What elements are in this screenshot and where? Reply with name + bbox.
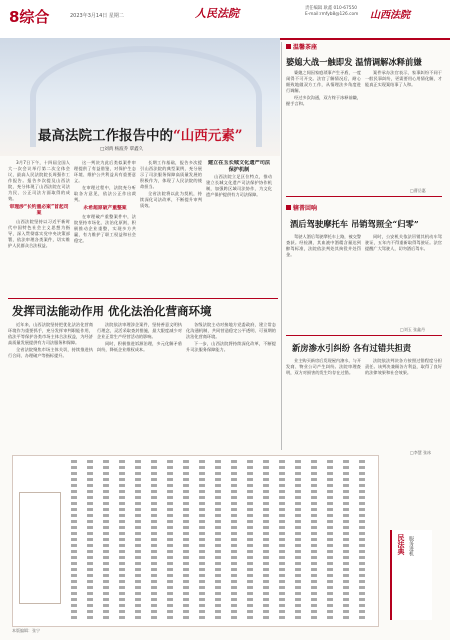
masthead [0,0,450,40]
tag-tea-corner: 温馨茶座 [286,42,317,51]
tag-echo: 辖普回响 [286,203,317,212]
right-col-1b: 案件承办法官表示，家事纠纷不同于一般民事纠纷，更需要用心用情化解，才能真正实现案结事了人和。 [365,70,442,87]
sidebar-label: 民法典 [397,534,405,555]
right-divider-1 [286,196,442,197]
page-number-label: 8综合 [9,8,50,26]
newspaper-logo: 人民法院 [195,7,239,20]
text-column [295,460,301,620]
text-column [215,460,221,620]
lead-title-highlight: “山西元素” [173,128,243,144]
second-column-1: 近年来，山西法院坚持把优化法治化营商环境作为重要抓手，充分发挥审判职能作用，依法平等保护各类市场主体合法权益，为经济高质量发展提供有力司法服务和保障。 全省法院聚焦市场主体关切，持续推进执行合同、办理破产等指标提升。 [8,322,93,358]
right-col-1a: 婆媳之间因家庭琐事产生矛盾，一度闹得不可开交。法官了解情况后，耐心细致地做双方工作，从情理法多角度进行调解。 经过多次沟通，双方终于冰释前嫌，握手言和。 [286,70,361,106]
editor-info [305,6,358,18]
text-column [167,460,173,620]
section-brand: 山西法院 [370,10,410,21]
lead-title [38,124,243,144]
page-footer: 本版编辑：张宁 [12,628,40,633]
sidebar-sublabel: 服务进机 [408,536,414,556]
text-column [103,460,109,620]
right-col-2a: 驾驶人酒后驾驶摩托车上路，被交警查获。经检测，其血液中酒精含量达到醉驾标准，法院依法判处其拘役并处罚金。 [286,234,361,257]
editor-line: 责任编辑 耿鑫 010-67550 [305,6,357,11]
text-column [71,460,77,620]
right-title-2: 酒后驾驶摩托车 吊销驾照全“归零” [290,219,419,229]
text-column [151,460,157,620]
text-column [135,460,141,620]
author-2: □刘玉 张鑫丹 [400,327,426,332]
lead-title-prefix: 最高法院工作报告中的 [38,128,173,144]
text-column [327,460,333,620]
author-1: □曹岳惠 [410,188,426,193]
issue-date: 2023年3月14日 星期二 [70,13,124,19]
right-col-2b: 同时，公安机关依法吊销其机动车驾驶证，五年内不得重新取得驾驶证。法官提醒广大驾驶人，切勿酒后驾车。 [365,234,442,251]
right-divider-2 [286,335,442,336]
second-column-2: 法院依法审理涉企案件，坚持善意文明执行理念，灵活采取查封措施，最大限度减少对企业正常生产经营活动的影响。 同时，积极推进诉源治理，多元化解矛盾纠纷，降低企业维权成本。 [97,322,182,352]
text-column [359,460,365,620]
lead-subhead-1: 审理涉“长钓重必案”首起司案 [9,205,69,216]
lead-column-3: 长期工作基础，报告多次援引山西法院的典型案例，充分展示了司法服务保障高质量发展的积极作为，体现了人民法院的使命担当。 全省法院将以此为契机，持续深化司法改革，不断提升审判质效。 [140,160,202,208]
text-column [263,460,269,620]
section-divider [8,298,278,299]
text-column [183,460,189,620]
column-divider [281,42,282,450]
lead-column-2: 这一判决为此后类似案件审理提供了有益借鉴，对保护生态环境、维护公共利益具有重要意义。 在审理过程中，法院充分听取各方意见，依法公正作出裁判。 永希超原破产重整案 在审理破产重整案件中，法院坚持市场化、法治化原则，积极推动企业重整，实现多方共赢，有力维护了职工权益和社会稳定。 [74,160,136,243]
text-column [199,460,205,620]
text-column [87,460,93,620]
lead-hero-image [0,38,280,156]
lead-column-4: 建立在玉长城文化遗产司法保护机制 山西法院立足区位特点，推动建立长城文化遗产司法保护协作机制，加强跨区域司法协作，为文化遗产保护提供有力司法保障。 [206,160,272,197]
second-title: 发挥司法能动作用 优化法治化营商环境 [12,304,212,318]
text-column [279,460,285,620]
right-col-3b: 法院依法判决各方按照过错程度分担责任。该判决兼顾各方利益，取得了良好的法律效果和社会效果。 [365,358,442,375]
email-line: E-mail:rmfyb8@126.com [305,12,359,17]
right-col-3a: 业主购买新房后发现屋内渗水，与开发商、物业公司产生纠纷。法院审理查明，双方对损害的发生均存在过错。 [286,358,361,375]
text-column [311,460,317,620]
text-column [247,460,253,620]
text-column [231,460,237,620]
sidebar-tag [390,530,432,620]
bottom-illustration-panel [12,455,379,627]
lead-byline: □刘禹 杨波乔 覃鑫久 [100,147,144,152]
second-column-3: 各级法院主动对接地方党委政府，建立常态化沟通机制，共同营造稳定公平透明、可预期的法治化营商环境。 下一步，山西法院将持续深化改革，不断提升司法服务保障能力。 [186,322,276,352]
lead-column-1: 3月7日下午，十四届全国人大一次会议举行第二次全体会议，最高人民法院院长周强作工作报告。报告多次提及山西法院，充分体现了山西法院在司法为民、公正司法方面取得的成效。 审理涉“长钓重必案”首起司案 山西法院坚持以习近平新时代中国特色社会主义思想为指导，深入贯彻落实党中央决策部署，依法审理各类案件，切实维护人民群众合法权益。 [8,160,70,248]
text-column [343,460,349,620]
bottom-frame [19,492,61,604]
right-title-1: 婆媳大战一触即发 温情调解冰释前嫌 [286,57,422,67]
text-column [119,460,125,620]
lead-subhead-2: 永希超原破产重整案 [83,206,127,211]
lead-box-title: 建立在玉长城文化遗产司法保护机制 [207,160,271,173]
right-title-3: 新房渗水引纠纷 各有过错共担责 [292,343,412,353]
author-3: □李慧 张冰 [410,450,432,455]
